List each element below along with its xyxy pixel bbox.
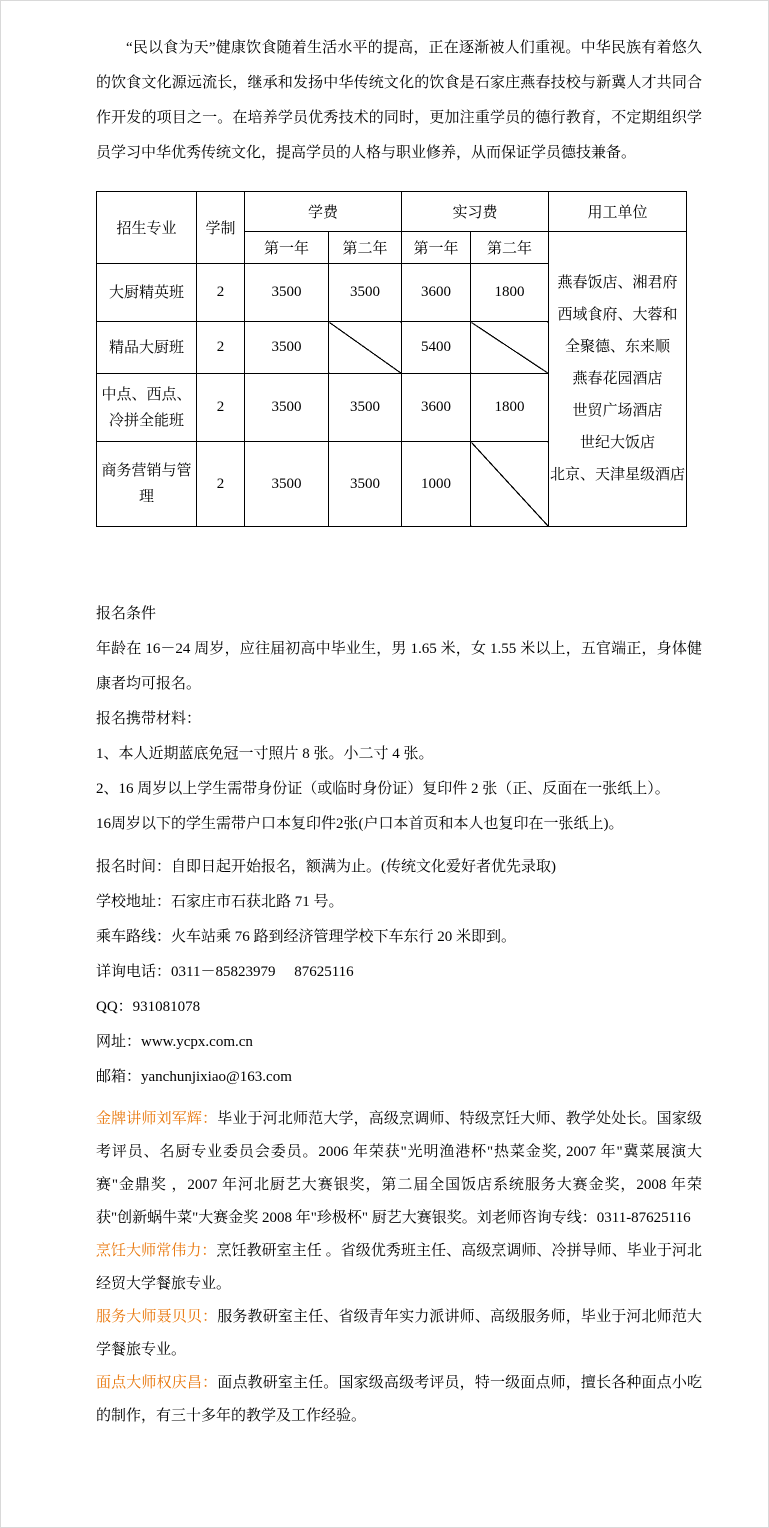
sub-header-fee-year2: 第二年 [471, 232, 549, 264]
table-header-row-1 [97, 192, 687, 232]
fee-year1-cell: 3600 [402, 374, 471, 442]
teacher-name: 服务大师聂贝贝： [96, 1309, 218, 1325]
fee-year1-cell: 1000 [402, 442, 471, 527]
contact-route-line: 乘车路线：火车站乘 76 路到经济管理学校下车东行 20 米即到。 [96, 929, 517, 945]
tuition-year1-cell: 3500 [245, 374, 329, 442]
major-cell: 大厨精英班 [97, 264, 197, 322]
enrollment-section [96, 597, 702, 842]
employers-cell [549, 232, 687, 527]
col-header-employer: 用工单位 [549, 192, 687, 232]
teacher-bio: 面点教研室主任。国家级高级考评员，特一级面点师，擅长各种面点小吃的制作，有三十多年的教学及工作经验。 [96, 1375, 702, 1424]
fee-year1-cell: 3600 [402, 264, 471, 322]
sub-header-tuition-year2: 第二年 [329, 232, 402, 264]
material-item-1: 1、本人近期蓝底免冠一寸照片 8 张。小二寸 4 张。 [96, 746, 434, 762]
fees-table [96, 191, 687, 527]
major-cell: 商务营销与管理 [97, 442, 197, 527]
major-cell: 中点、西点、冷拼全能班 [97, 374, 197, 442]
contact-phone-line: 详询电话：0311－85823979 87625116 [96, 964, 354, 980]
material-item-3: 16周岁以下的学生需带户口本复印件2张(户口本首页和本人也复印在一张纸上)。 [96, 816, 624, 832]
duration-cell: 2 [197, 374, 245, 442]
col-header-tuition: 学费 [245, 192, 402, 232]
tuition-year2-cell: 3500 [329, 374, 402, 442]
tuition-year1-cell: 3500 [245, 264, 329, 322]
teacher-bio: 服务教研室主任、省级青年实力派讲师、高级服务师，毕业于河北师范大学餐旅专业。 [96, 1309, 702, 1358]
col-header-internship-fee: 实习费 [402, 192, 549, 232]
enrollment-title: 报名条件 [96, 606, 157, 622]
tuition-year1-cell: 3500 [245, 442, 329, 527]
employer-item: 燕春饭店、湘君府 [557, 275, 678, 291]
teacher-intro [96, 1103, 702, 1235]
duration-cell: 2 [197, 264, 245, 322]
teacher-name: 金牌讲师刘军辉： [96, 1111, 218, 1127]
sub-header-tuition-year1: 第一年 [245, 232, 329, 264]
employer-item: 全聚德、东来顺 [565, 339, 671, 355]
contact-website-line: 网址：www.ycpx.com.cn [96, 1034, 253, 1050]
teachers-section [96, 1103, 702, 1433]
teacher-name: 面点大师权庆昌： [96, 1375, 218, 1391]
employer-item: 燕春花园酒店 [572, 371, 663, 387]
employer-item: 北京、天津星级酒店 [550, 467, 686, 483]
materials-title: 报名携带材料： [96, 711, 202, 727]
fee-year2-cell: 1800 [471, 264, 549, 322]
fee-year2-slash-cell [471, 442, 549, 527]
tuition-year2-cell: 3500 [329, 442, 402, 527]
sub-header-fee-year1: 第一年 [402, 232, 471, 264]
fee-year2-slash-cell [471, 322, 549, 374]
contact-email-line: 邮箱：yanchunjixiao@163.com [96, 1069, 292, 1085]
col-header-duration: 学制 [197, 192, 245, 264]
major-cell: 精品大厨班 [97, 322, 197, 374]
teacher-intro [96, 1367, 702, 1433]
intro-paragraph: “民以食为天”健康饮食随着生活水平的提高，正在逐渐被人们重视。中华民族有着悠久的饮食文化源远流长，继承和发扬中华传统文化的饮食是石家庄燕春技校与新冀人才共同合作开发的项目之一。在培养学员优秀技术的同时，更加注重学员的德行教育，不定期组织学员学习中华优秀传统文化，提高学员的人格与职业修养，从而保证学员德技兼备。 [96, 40, 702, 161]
teacher-bio: 烹饪教研室主任 。省级优秀班主任、高级烹调师、冷拼导师、毕业于河北经贸大学餐旅专业。 [96, 1243, 702, 1292]
fee-year1-cell: 5400 [402, 322, 471, 374]
teacher-intro [96, 1301, 702, 1367]
teacher-intro [96, 1235, 702, 1301]
contact-qq-line: QQ：931081078 [96, 999, 201, 1015]
teacher-name: 烹饪大师常伟力： [96, 1243, 217, 1259]
tuition-year1-cell: 3500 [245, 322, 329, 374]
teacher-bio: 毕业于河北师范大学，高级烹调师、特级烹饪大师、教学处处长。国家级考评员、名厨专业委员会委员。2006 年荣获"光明渔港杯"热菜金奖, 2007 年"冀菜展演大赛"金鼎奖 ，2007 年河北厨艺大赛银奖，第二届全国饭店系统服务大赛金奖，2008 年荣获"创新蜗牛菜"大赛金奖 2008 年"珍极杯" 厨艺大赛银奖。刘老师咨询专线：0311-87625116 [96, 1111, 702, 1226]
tuition-year2-cell: 3500 [329, 264, 402, 322]
enrollment-requirements: 年龄在 16－24 周岁，应往届初高中毕业生，男 1.65 米，女 1.55 米以上，五官端正，身体健康者均可报名。 [96, 641, 702, 692]
material-item-2: 2、16 周岁以上学生需带身份证（或临时身份证）复印件 2 张（正、反面在一张纸上）。 [96, 781, 670, 797]
duration-cell: 2 [197, 322, 245, 374]
duration-cell: 2 [197, 442, 245, 527]
contact-time-line: 报名时间：自即日起开始报名，额满为止。(传统文化爱好者优先录取) [96, 859, 556, 875]
employer-item: 世贸广场酒店 [572, 403, 663, 419]
contact-section [96, 850, 702, 1095]
fee-year2-cell: 1800 [471, 374, 549, 442]
employer-item: 世纪大饭店 [580, 435, 656, 451]
employer-item: 西域食府、大蓉和 [557, 307, 678, 323]
col-header-major: 招生专业 [97, 192, 197, 264]
tuition-year2-slash-cell [329, 322, 402, 374]
contact-address-line: 学校地址：石家庄市石获北路 71 号。 [96, 894, 344, 910]
